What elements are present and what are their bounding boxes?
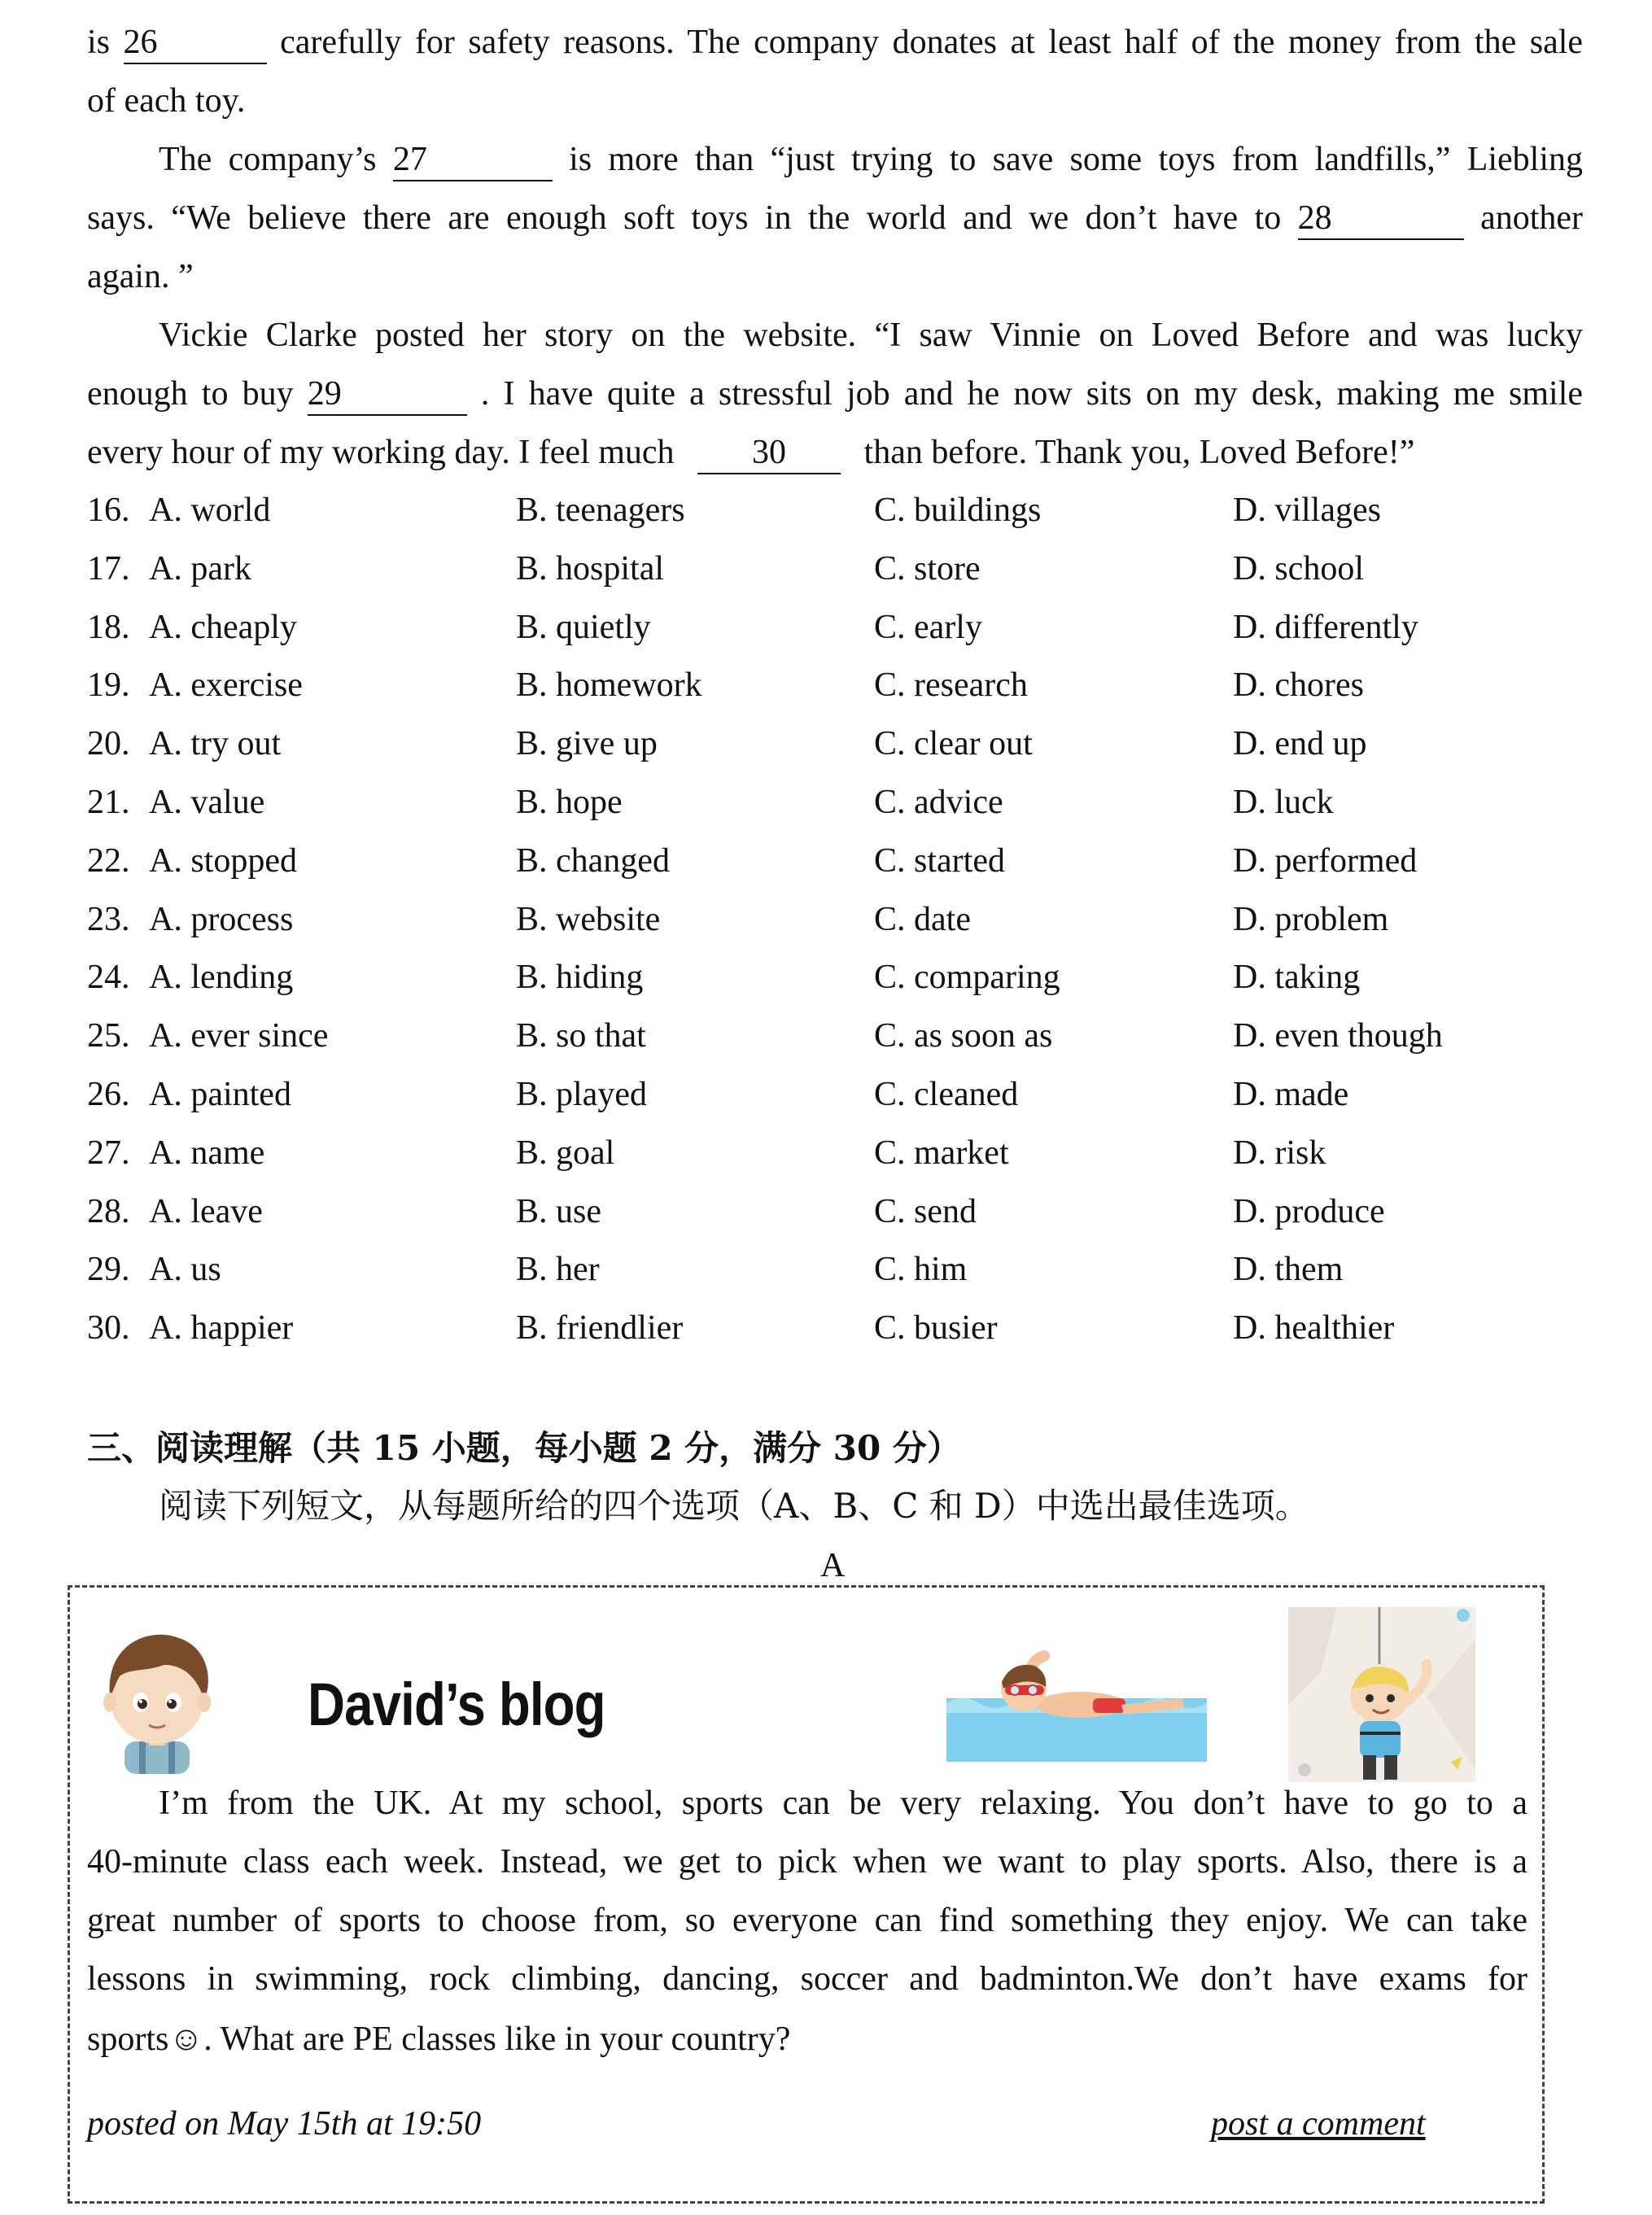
option-b: B. changed <box>516 841 670 880</box>
blog-text-line: 40-minute class each week. Instead, we get to pick when we want to play sports. Also, there is a <box>87 1843 1527 1881</box>
cloze-line-1 <box>87 13 1583 72</box>
option-c: C. research <box>874 666 1028 705</box>
question-number: 29. <box>87 1251 130 1289</box>
option-c: C. started <box>874 841 1005 880</box>
question-number: 24. <box>87 959 130 997</box>
cloze-text: than before. Thank you, Loved Before!” <box>863 434 1415 471</box>
cloze-text: says. “We believe there are enough soft toys in the world and we don’t have to <box>87 199 1282 237</box>
option-row <box>87 540 1633 598</box>
option-b: B. so that <box>516 1017 646 1055</box>
option-d: D. produce <box>1233 1192 1385 1230</box>
option-c: C. him <box>874 1251 968 1289</box>
swimmer-icon <box>946 1640 1207 1762</box>
option-d: D. them <box>1233 1251 1344 1289</box>
option-b: B. hospital <box>516 549 665 588</box>
option-d: D. villages <box>1233 491 1381 529</box>
post-timestamp: posted on May 15th at 19:50 <box>87 2105 482 2143</box>
answer-blank: 29 <box>308 374 467 416</box>
option-c: C. send <box>874 1192 977 1230</box>
cloze-text: The company’s <box>159 141 377 178</box>
option-c: C. as soon as <box>874 1017 1053 1055</box>
answer-blank: 28 <box>1298 198 1464 240</box>
option-a: A. park <box>149 549 251 588</box>
option-b: B. hope <box>516 784 623 821</box>
question-number: 28. <box>87 1192 130 1230</box>
option-row <box>87 832 1633 890</box>
option-a: A. happier <box>149 1309 294 1348</box>
option-b: B. website <box>516 900 661 938</box>
blog-text-line: I’m from the UK. At my school, sports can be very relaxing. You don’t have to go to a <box>159 1785 1527 1822</box>
option-c: C. cleaned <box>874 1076 1019 1113</box>
blog-text-line: great number of sports to choose from, so everyone can find something they enjoy. We can take <box>87 1902 1527 1939</box>
option-d: D. made <box>1233 1076 1349 1113</box>
cloze-text: every hour of my working day. I feel much <box>87 434 675 471</box>
question-number: 25. <box>87 1017 130 1055</box>
option-a: A. exercise <box>149 666 303 705</box>
option-a: A. value <box>149 784 265 821</box>
option-c: C. early <box>874 608 982 646</box>
question-number: 23. <box>87 900 130 938</box>
option-c: C. clear out <box>874 725 1033 763</box>
option-c: C. comparing <box>874 959 1060 997</box>
option-row <box>87 1299 1633 1357</box>
cloze-text: enough to buy <box>87 375 294 413</box>
option-b: B. use <box>516 1192 601 1230</box>
blog-text-line: sports☺. What are PE classes like in your country? <box>87 2021 791 2058</box>
option-b: B. played <box>516 1076 647 1113</box>
option-row <box>87 481 1633 540</box>
question-number: 27. <box>87 1134 130 1172</box>
option-row <box>87 1065 1633 1124</box>
option-a: A. process <box>149 900 294 938</box>
option-d: D. risk <box>1233 1134 1326 1172</box>
option-d: D. even though <box>1233 1017 1443 1055</box>
option-c: C. busier <box>874 1309 998 1348</box>
blog-title: David’s blog <box>308 1671 605 1738</box>
option-a: A. world <box>149 491 271 529</box>
option-d: D. school <box>1233 549 1364 588</box>
option-b: B. give up <box>516 725 658 763</box>
option-a: A. leave <box>149 1192 263 1230</box>
answer-blank: 27 <box>393 139 553 181</box>
option-d: D. taking <box>1233 959 1361 997</box>
question-number: 21. <box>87 784 130 821</box>
option-row <box>87 1240 1633 1299</box>
post-comment-link[interactable]: post a comment <box>1211 2105 1426 2143</box>
option-a: A. name <box>149 1134 265 1172</box>
question-number: 22. <box>87 841 130 880</box>
cloze-text: is more than “just trying to save some toys from landfills,” Liebling <box>569 141 1584 178</box>
option-d: D. end up <box>1233 725 1367 763</box>
option-a: A. stopped <box>149 841 297 880</box>
rock-climber-icon <box>1288 1607 1475 1782</box>
option-a: A. lending <box>149 959 294 997</box>
option-d: D. luck <box>1233 784 1334 821</box>
option-b: B. homework <box>516 666 702 705</box>
option-a: A. try out <box>149 725 282 763</box>
option-b: B. quietly <box>516 608 651 646</box>
cloze-line-6: Vickie Clarke posted her story on the website. “I saw Vinnie on Loved Before and was lucky <box>159 317 1583 354</box>
option-row <box>87 714 1633 773</box>
cloze-line-8 <box>87 423 1414 482</box>
section-instruction: 阅读下列短文，从每题所给的四个选项（A、B、C 和 D）中选出最佳选项。 <box>159 1486 1309 1526</box>
question-number: 18. <box>87 608 130 646</box>
option-row <box>87 1007 1633 1065</box>
option-row <box>87 1124 1633 1182</box>
option-row <box>87 890 1633 949</box>
question-number: 20. <box>87 725 130 763</box>
cloze-text: another <box>1480 199 1584 237</box>
question-number: 17. <box>87 549 130 588</box>
section-title: 三、阅读理解（共 15 小题，每小题 2 分，满分 30 分） <box>87 1428 961 1468</box>
option-a: A. cheaply <box>149 608 297 646</box>
passage-label: A <box>820 1547 846 1584</box>
option-c: C. store <box>874 549 981 588</box>
option-a: A. painted <box>149 1076 291 1113</box>
option-b: B. her <box>516 1251 600 1289</box>
option-a: A. us <box>149 1251 221 1289</box>
option-c: C. buildings <box>874 491 1042 529</box>
option-b: B. friendlier <box>516 1309 684 1348</box>
question-number: 16. <box>87 491 130 529</box>
cloze-text: is <box>87 24 111 61</box>
option-row <box>87 773 1633 832</box>
cloze-line-7 <box>87 365 1583 423</box>
option-row <box>87 598 1633 657</box>
cloze-text: . I have quite a stressful job and he now sits on my desk, making me smile <box>480 375 1584 413</box>
question-number: 26. <box>87 1076 130 1113</box>
answer-blank: 30 <box>697 432 841 474</box>
cloze-line-3 <box>159 130 1583 189</box>
option-b: B. goal <box>516 1134 615 1172</box>
option-d: D. differently <box>1233 608 1418 646</box>
option-row <box>87 1182 1633 1241</box>
cloze-line-4 <box>87 189 1583 247</box>
option-d: D. problem <box>1233 900 1389 938</box>
option-b: B. teenagers <box>516 491 685 529</box>
option-c: C. advice <box>874 784 1003 821</box>
question-number: 19. <box>87 666 130 705</box>
option-row <box>87 948 1633 1007</box>
option-d: D. performed <box>1233 841 1418 880</box>
option-b: B. hiding <box>516 959 644 997</box>
cloze-line-5: again. ” <box>87 258 194 295</box>
cloze-text: carefully for safety reasons. The company donates at least half of the money from the sale <box>280 24 1584 61</box>
option-c: C. market <box>874 1134 1009 1172</box>
cloze-line-2: of each toy. <box>87 82 246 120</box>
option-d: D. chores <box>1233 666 1364 705</box>
question-number: 30. <box>87 1309 130 1348</box>
option-row <box>87 656 1633 714</box>
option-c: C. date <box>874 900 971 938</box>
option-a: A. ever since <box>149 1017 329 1055</box>
answer-blank: 26 <box>124 22 267 64</box>
blog-text-line: lessons in swimming, rock climbing, dancing, soccer and badminton.We don’t have exams for <box>87 1960 1527 1998</box>
boy-avatar-icon <box>92 1619 222 1774</box>
option-d: D. healthier <box>1233 1309 1395 1348</box>
